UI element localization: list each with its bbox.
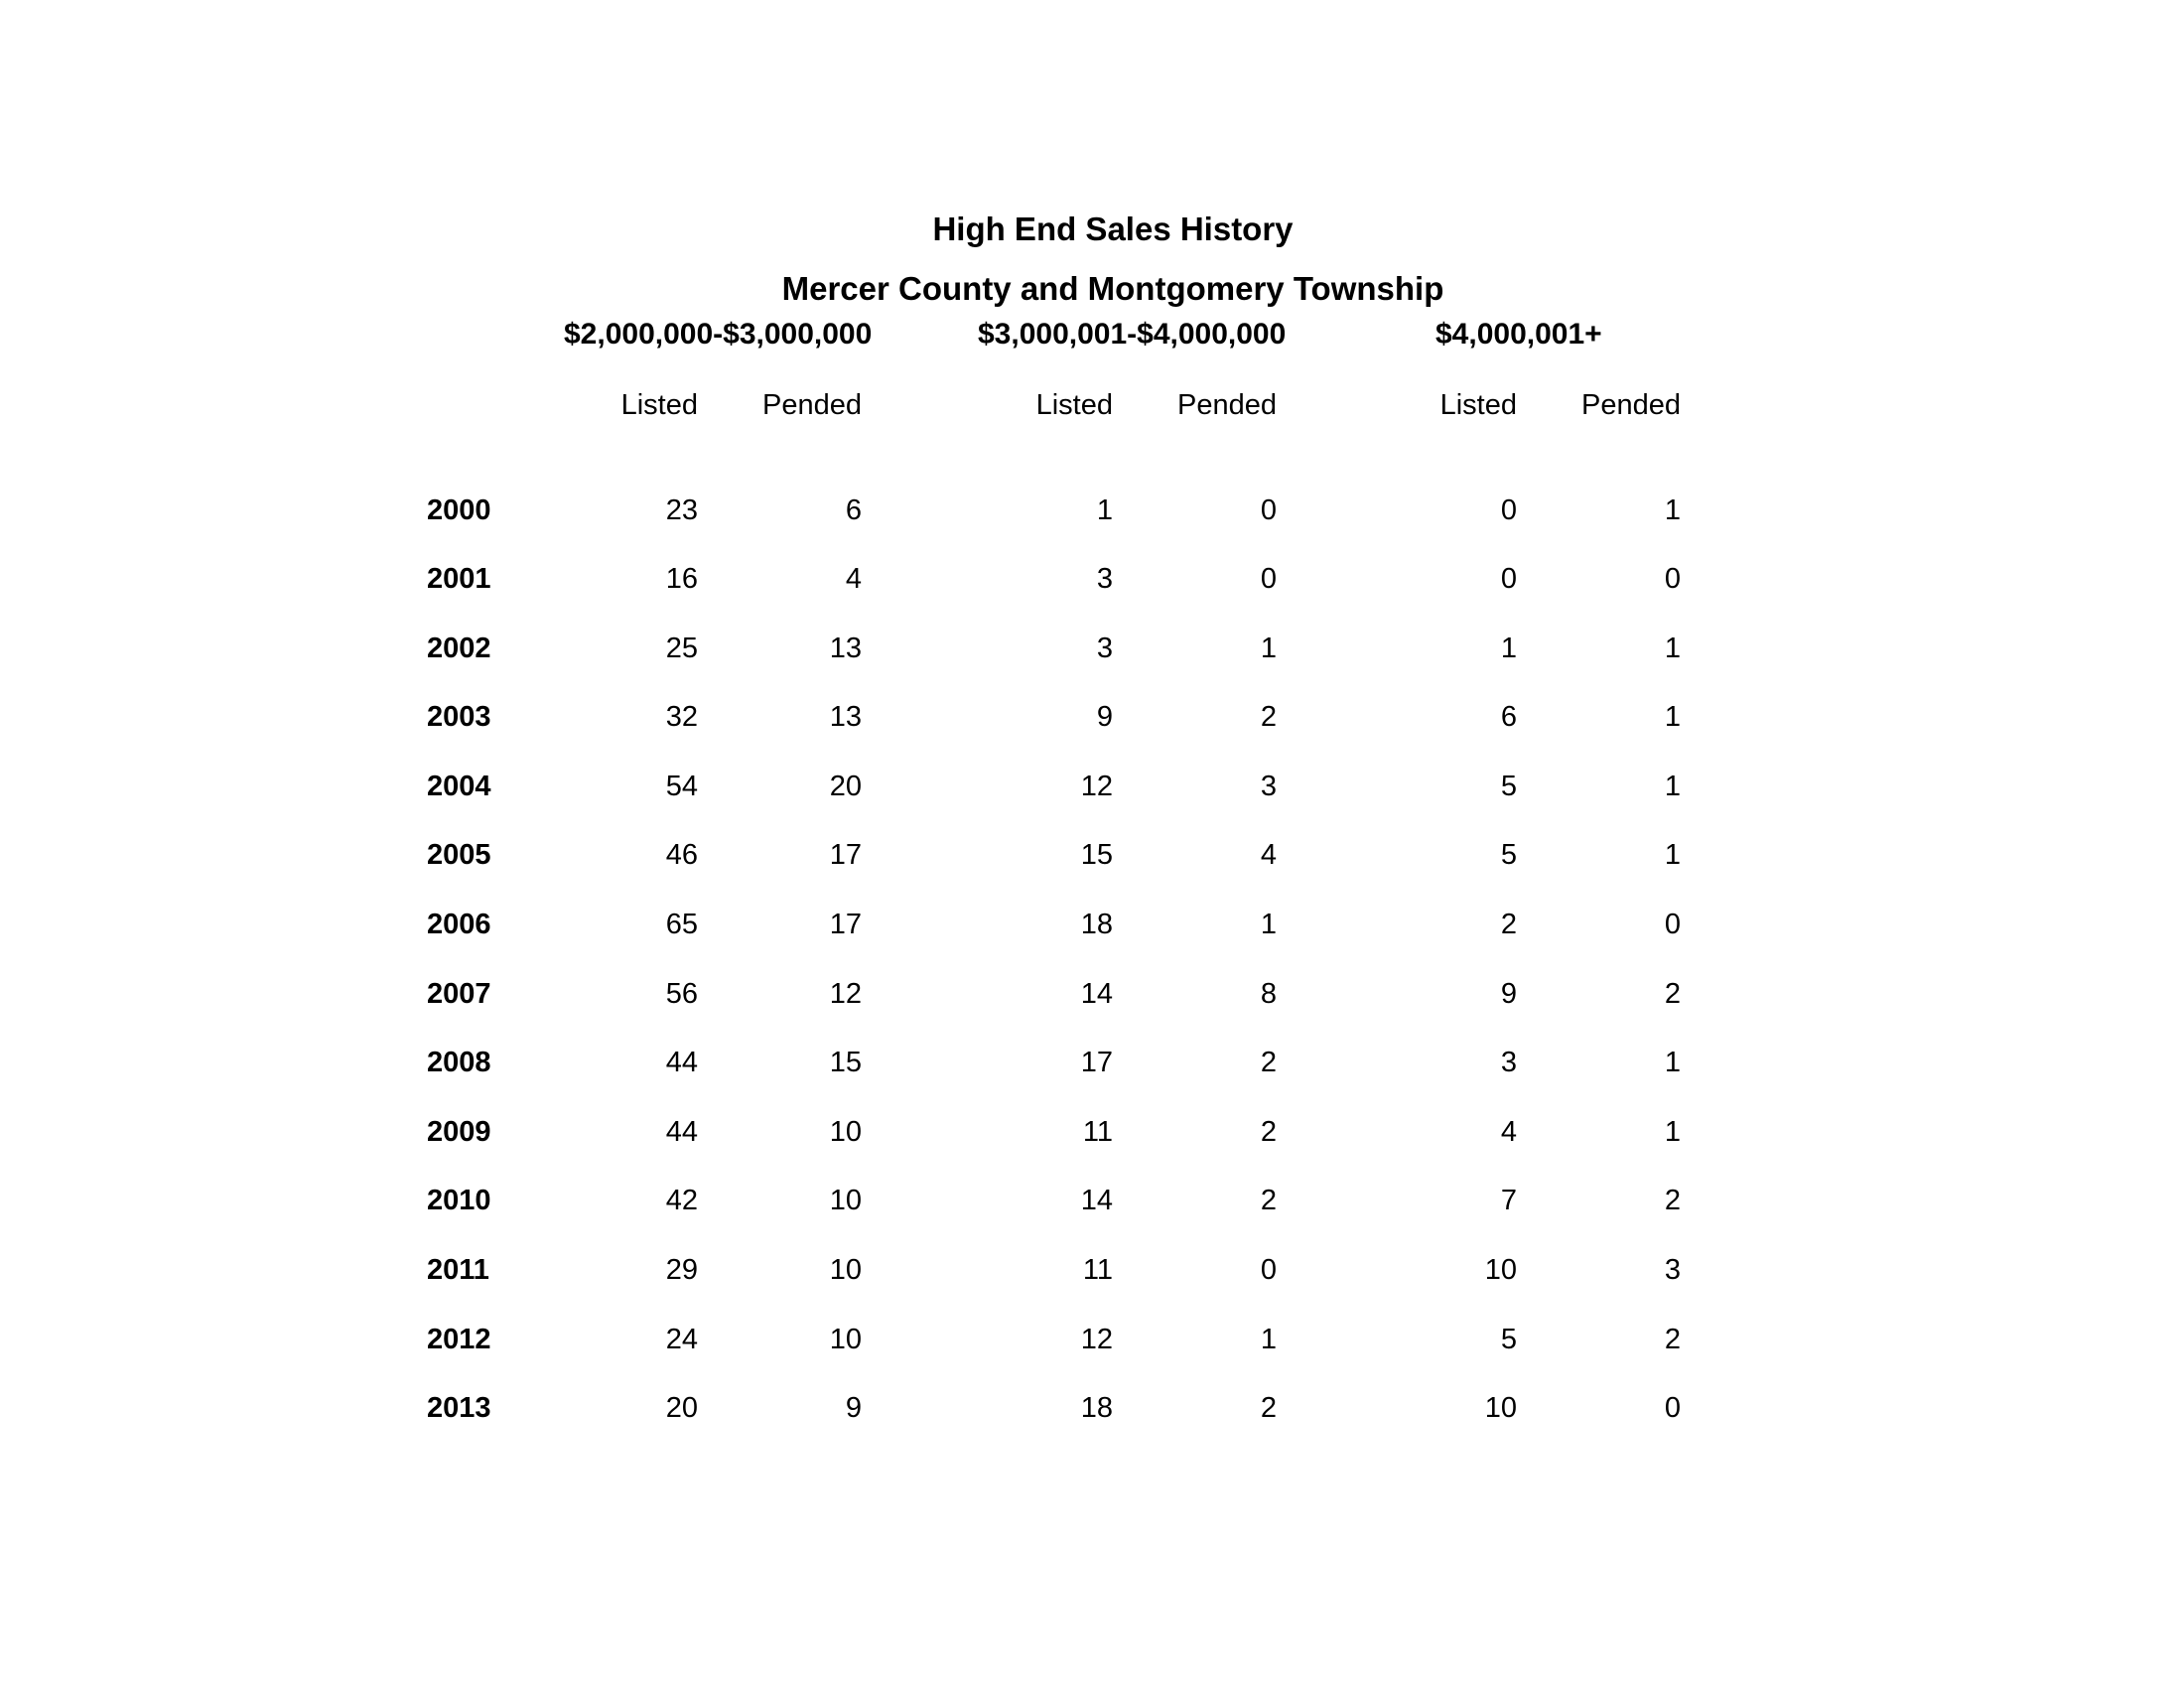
value-cell: 4: [1500, 1115, 1517, 1148]
value-cell: 54: [665, 770, 698, 802]
value-cell: 16: [665, 563, 698, 596]
value-cell: 10: [829, 1115, 862, 1148]
year-cell: 2003: [427, 701, 491, 734]
table-row: [427, 493, 1681, 563]
value-cell: 0: [1664, 563, 1681, 596]
value-cell: 46: [665, 839, 698, 872]
value-cell: 0: [1260, 1254, 1277, 1287]
value-cell: 5: [1500, 770, 1517, 802]
value-cell: 1: [1260, 632, 1277, 664]
year-cell: 2005: [427, 839, 491, 872]
value-cell: 12: [1080, 1323, 1113, 1355]
column-header-pended-1: Pended: [762, 389, 862, 421]
table-row: [427, 908, 1681, 977]
value-cell: 20: [665, 1392, 698, 1425]
price-range-header-4m-plus: $4,000,001+: [1435, 318, 1602, 351]
value-cell: 11: [1082, 1254, 1113, 1287]
value-cell: 3: [1096, 563, 1113, 596]
value-cell: 10: [1484, 1254, 1517, 1287]
value-cell: 42: [665, 1185, 698, 1217]
value-cell: 2: [1664, 1323, 1681, 1355]
table-row: [427, 977, 1681, 1047]
year-cell: 2009: [427, 1115, 491, 1148]
year-cell: 2010: [427, 1185, 491, 1217]
table-row: [427, 632, 1681, 701]
value-cell: 1: [1096, 493, 1113, 526]
table-row: [427, 700, 1681, 770]
value-cell: 2: [1260, 1185, 1277, 1217]
table-body: [427, 493, 1681, 1461]
value-cell: 9: [1096, 701, 1113, 734]
value-cell: 0: [1664, 909, 1681, 941]
value-cell: 2: [1260, 1392, 1277, 1425]
year-cell: 2000: [427, 493, 491, 526]
year-cell: 2006: [427, 909, 491, 941]
value-cell: 13: [829, 701, 862, 734]
value-cell: 13: [829, 632, 862, 664]
value-cell: 2: [1260, 701, 1277, 734]
table-row: [427, 562, 1681, 632]
value-cell: 10: [829, 1254, 862, 1287]
value-cell: 23: [665, 493, 698, 526]
value-cell: 14: [1080, 977, 1113, 1010]
value-cell: 17: [829, 839, 862, 872]
column-header-listed-1: Listed: [620, 389, 698, 421]
value-cell: 44: [665, 1047, 698, 1079]
value-cell: 3: [1260, 770, 1277, 802]
value-cell: 2: [1260, 1047, 1277, 1079]
table-row: [427, 1391, 1681, 1461]
value-cell: 6: [1500, 701, 1517, 734]
table-row: [427, 838, 1681, 908]
column-header-listed-3: Listed: [1439, 389, 1517, 421]
value-cell: 5: [1500, 839, 1517, 872]
year-cell: 2007: [427, 977, 491, 1010]
value-cell: 7: [1500, 1185, 1517, 1217]
value-cell: 9: [845, 1392, 862, 1425]
value-cell: 2: [1664, 1185, 1681, 1217]
column-header-pended-2: Pended: [1177, 389, 1277, 421]
value-cell: 18: [1080, 909, 1113, 941]
value-cell: 1: [1664, 1047, 1681, 1079]
column-header-pended-3: Pended: [1581, 389, 1681, 421]
sales-history-table: [427, 388, 1681, 1461]
value-cell: 14: [1080, 1185, 1113, 1217]
value-cell: 15: [1080, 839, 1113, 872]
value-cell: 0: [1500, 563, 1517, 596]
value-cell: 1: [1500, 632, 1517, 664]
page-title-line1: High End Sales History: [932, 211, 1294, 247]
value-cell: 18: [1080, 1392, 1113, 1425]
value-cell: 1: [1664, 493, 1681, 526]
value-cell: 4: [1260, 839, 1277, 872]
value-cell: 0: [1260, 563, 1277, 596]
year-cell: 2012: [427, 1323, 491, 1355]
year-cell: 2001: [427, 563, 491, 596]
value-cell: 15: [829, 1047, 862, 1079]
value-cell: 2: [1664, 977, 1681, 1010]
value-cell: 17: [1080, 1047, 1113, 1079]
table-row: [427, 1046, 1681, 1115]
value-cell: 29: [665, 1254, 698, 1287]
value-cell: 3: [1500, 1047, 1517, 1079]
table-row: [427, 1115, 1681, 1185]
value-cell: 0: [1664, 1392, 1681, 1425]
price-range-header-3m-4m: $3,000,001-$4,000,000: [978, 318, 1287, 351]
table-row: [427, 1323, 1681, 1392]
year-cell: 2011: [427, 1254, 489, 1287]
value-cell: 1: [1664, 632, 1681, 664]
value-cell: 3: [1096, 632, 1113, 664]
value-cell: 9: [1500, 977, 1517, 1010]
year-cell: 2002: [427, 632, 491, 664]
year-cell: 2013: [427, 1392, 491, 1425]
value-cell: 12: [1080, 770, 1113, 802]
value-cell: 2: [1260, 1115, 1277, 1148]
value-cell: 3: [1664, 1254, 1681, 1287]
value-cell: 32: [665, 701, 698, 734]
value-cell: 65: [665, 909, 698, 941]
year-cell: 2004: [427, 770, 491, 802]
value-cell: 56: [665, 977, 698, 1010]
value-cell: 8: [1260, 977, 1277, 1010]
value-cell: 1: [1260, 1323, 1277, 1355]
value-cell: 24: [665, 1323, 698, 1355]
page-title: [21, 200, 2184, 318]
value-cell: 44: [665, 1115, 698, 1148]
value-cell: 6: [845, 493, 862, 526]
value-cell: 0: [1500, 493, 1517, 526]
table-row: [427, 1253, 1681, 1323]
value-cell: 20: [829, 770, 862, 802]
table-subheader-row: [427, 388, 1681, 493]
value-cell: 1: [1260, 909, 1277, 941]
year-cell: 2008: [427, 1047, 491, 1079]
value-cell: 17: [829, 909, 862, 941]
value-cell: 1: [1664, 1115, 1681, 1148]
value-cell: 0: [1260, 493, 1277, 526]
value-cell: 1: [1664, 770, 1681, 802]
value-cell: 1: [1664, 701, 1681, 734]
value-cell: 2: [1500, 909, 1517, 941]
value-cell: 5: [1500, 1323, 1517, 1355]
value-cell: 10: [1484, 1392, 1517, 1425]
value-cell: 11: [1082, 1115, 1113, 1148]
page-title-line2: Mercer County and Montgomery Township: [781, 269, 1444, 307]
table-row: [427, 770, 1681, 839]
value-cell: 4: [845, 563, 862, 596]
price-range-header-2m-3m: $2,000,000-$3,000,000: [564, 318, 873, 351]
table-row: [427, 1184, 1681, 1253]
value-cell: 10: [829, 1323, 862, 1355]
value-cell: 10: [829, 1185, 862, 1217]
value-cell: 25: [665, 632, 698, 664]
column-header-listed-2: Listed: [1035, 389, 1113, 421]
value-cell: 1: [1664, 839, 1681, 872]
value-cell: 12: [829, 977, 862, 1010]
